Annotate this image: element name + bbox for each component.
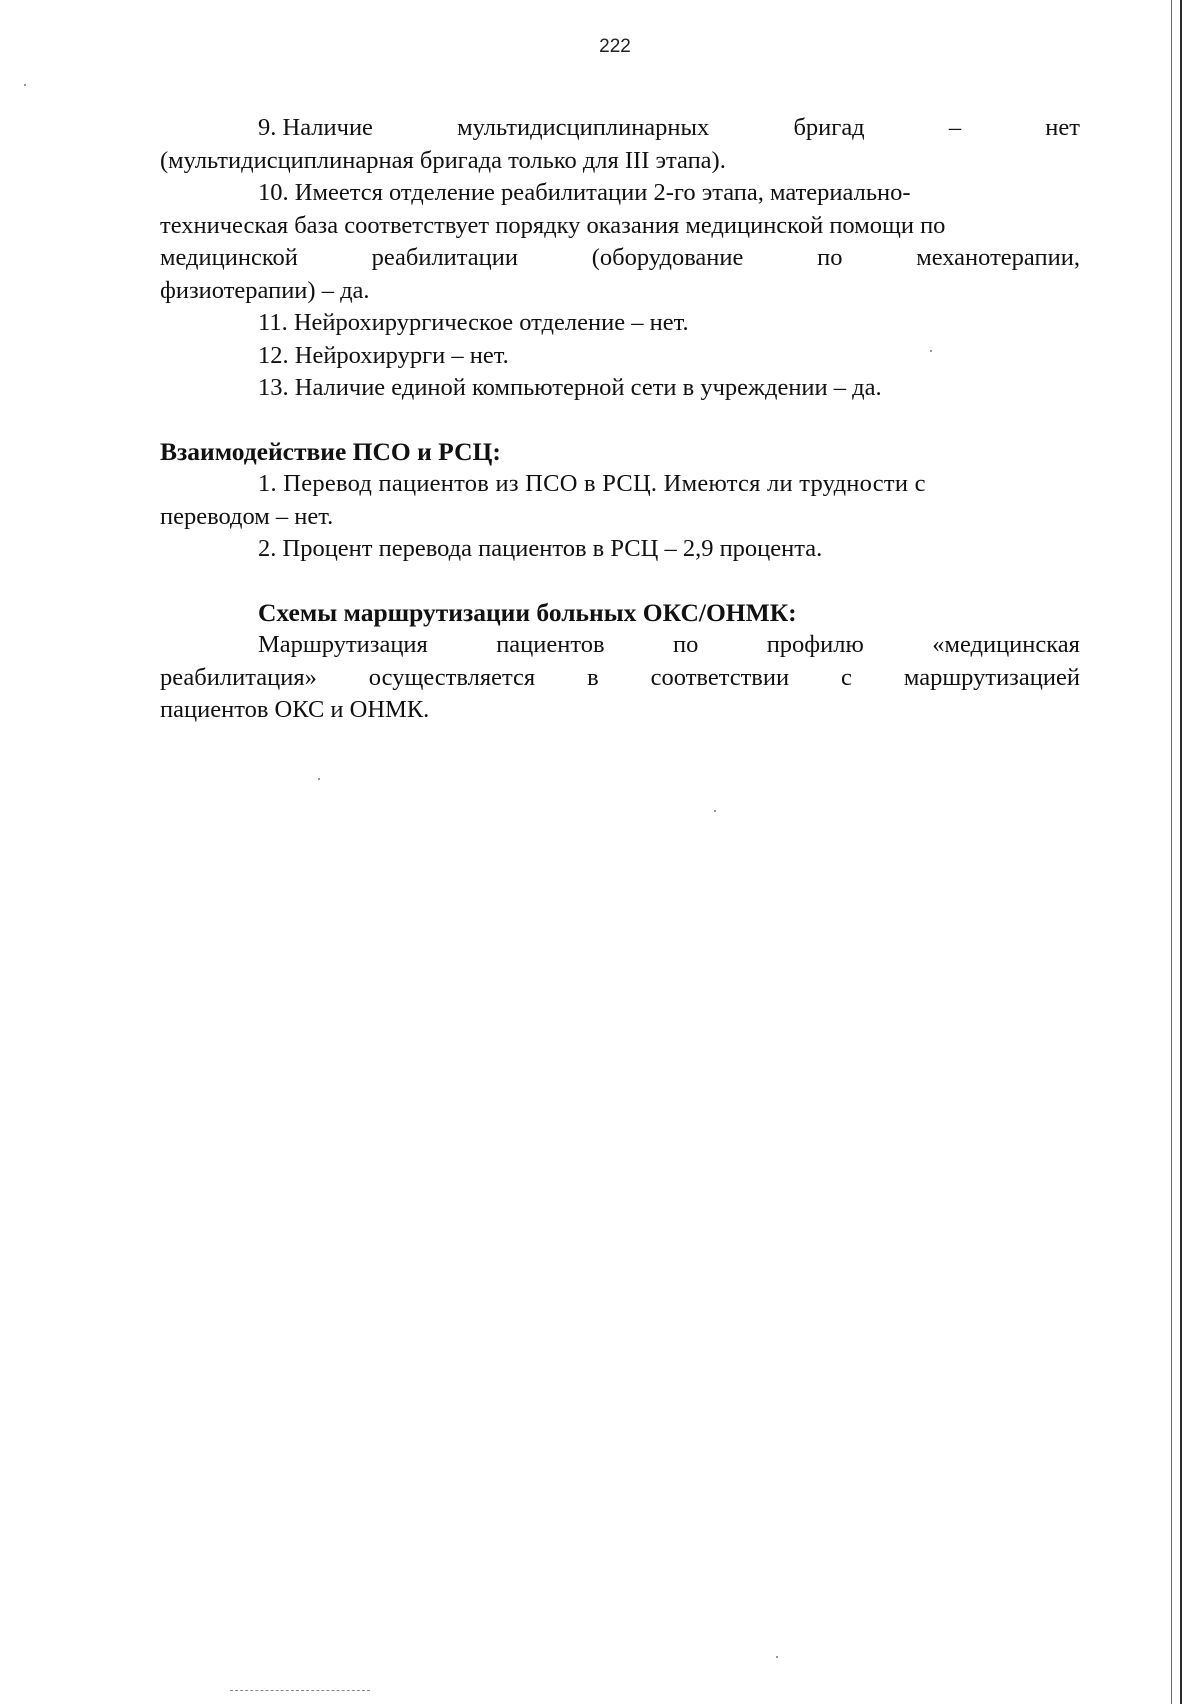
scan-speck <box>776 1656 778 1658</box>
interaction-item-1-line-1: 1. Перевод пациентов из ПСО в РСЦ. Имеются ли трудности с <box>258 470 926 497</box>
routing-heading: Схемы маршрутизации больных ОКС/ОНМК: <box>258 597 797 627</box>
item-10-word: (оборудование <box>591 244 744 271</box>
routing-word: в <box>587 663 599 691</box>
scan-speck <box>714 810 716 812</box>
routing-word: реабилитация» <box>160 663 317 691</box>
item-9-word: мультидисциплинарных <box>457 114 710 141</box>
scan-speck <box>930 350 932 352</box>
item-10-line-3 <box>160 242 1080 275</box>
item-10-line-4: физиотерапии) – да. <box>160 276 370 304</box>
routing-word: пациентов <box>496 631 605 658</box>
item-9-line-2: (мультидисциплинарная бригада только для III этапа). <box>160 146 726 174</box>
routing-word: «медицинская <box>932 631 1080 658</box>
item-9-word: – <box>948 114 962 141</box>
scan-border-right <box>1180 0 1182 1704</box>
interaction-item-2: 2. Процент перевода пациентов в РСЦ – 2,9 процента. <box>258 535 823 562</box>
item-10-word: реабилитации <box>371 244 519 271</box>
item-9-word: бригад <box>793 114 865 141</box>
interaction-heading: Взаимодействие ПСО и РСЦ: <box>160 436 501 466</box>
scan-border-bottom <box>230 1690 370 1692</box>
item-10-word: медицинской <box>160 244 298 271</box>
routing-line-1 <box>160 629 1080 662</box>
routing-word: осуществляется <box>368 663 536 691</box>
item-13: 13. Наличие единой компьютерной сети в учреждении – да. <box>258 374 882 401</box>
routing-word: соответствии <box>650 663 790 691</box>
routing-word: по <box>672 631 699 658</box>
item-12: 12. Нейрохирурги – нет. <box>258 341 509 369</box>
routing-line-2 <box>160 662 1080 695</box>
item-9-line-1 <box>160 112 1080 145</box>
routing-word: маршрутизацией <box>903 663 1080 691</box>
interaction-item-1-line-2: переводом – нет. <box>160 502 334 530</box>
item-10-word: по <box>817 244 843 271</box>
item-9-word: 9. Наличие <box>258 114 373 141</box>
page-number: 222 <box>599 36 631 57</box>
item-10-line-2: техническая база соответствует порядку оказания медицинской помощи по <box>160 211 946 239</box>
scan-border-right-inner <box>1171 0 1172 1704</box>
item-11: 11. Нейрохирургическое отделение – нет. <box>258 309 689 336</box>
item-10-word: механотерапии, <box>916 244 1080 271</box>
item-9-word: нет <box>1045 114 1080 141</box>
routing-word: Маршрутизация <box>258 631 428 658</box>
routing-word: профилю <box>766 631 864 658</box>
routing-word: с <box>841 663 852 691</box>
scan-speck <box>318 778 320 780</box>
document-body <box>160 112 1080 727</box>
scan-speck <box>24 84 26 86</box>
item-10-line-1: 10. Имеется отделение реабилитации 2-го этапа, материально- <box>258 179 911 206</box>
routing-line-3: пациентов ОКС и ОНМК. <box>160 696 430 723</box>
